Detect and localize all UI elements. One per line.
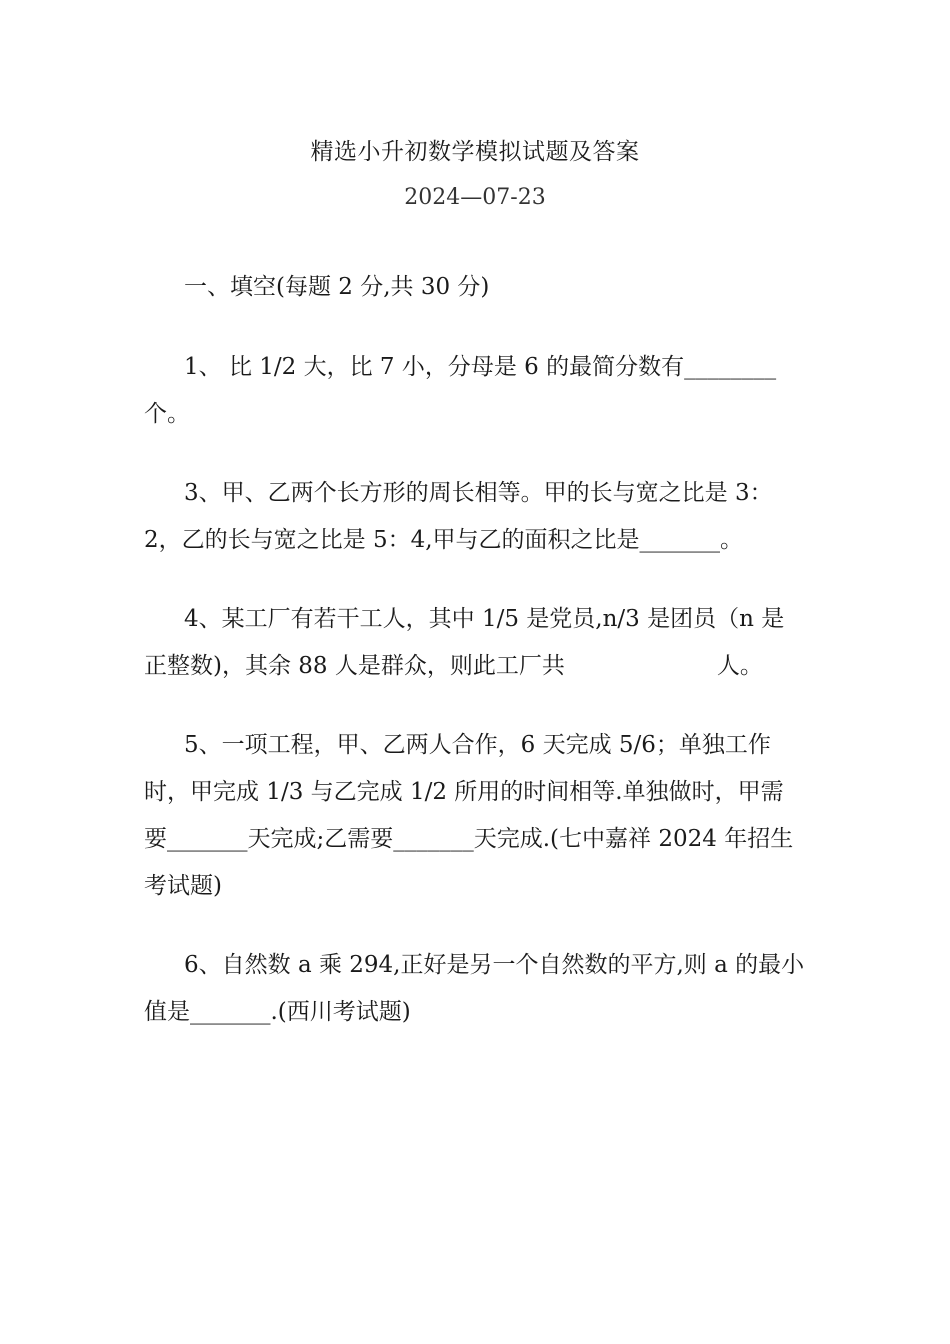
document-title: 精选小升初数学模拟试题及答案 [310,139,640,165]
question-6: 6、自然数 a 乘 294,正好是另一个自然数的平方,则 a 的最小值是_______.(西川考试题) [144,952,805,1025]
question-5: 5、一项工程，甲、乙两人合作，6 天完成 5/6；单独工作时，甲完成 1/3 与乙完成 1/2 所用的时间相等.单独做时，甲需要_______天完成;乙需要_______天完成.(七中嘉祥 2024 年招生考试题) [144,732,794,899]
section-heading: 一、填空(每题 2 分,共 30 分) [184,274,490,300]
question-4-ending: 人。 [716,653,763,679]
document-body [144,264,806,1036]
document-date: 2024—07-23 [404,185,546,210]
question-3: 3、甲、乙两个长方形的周长相等。甲的长与宽之比是 3：2，乙的长与宽之比是 5：4,甲与乙的面积之比是_______。 [144,480,773,553]
question-1: 1、 比 1/2 大，比 7 小，分母是 6 的最简分数有________个。 [144,354,777,427]
question-4 [144,596,806,690]
question-4-text: 4、某工厂有若干工人，其中 1/5 是党员,n/3 是团员（n 是正整数)，其余 88 人是群众，则此工厂共 [144,606,785,679]
